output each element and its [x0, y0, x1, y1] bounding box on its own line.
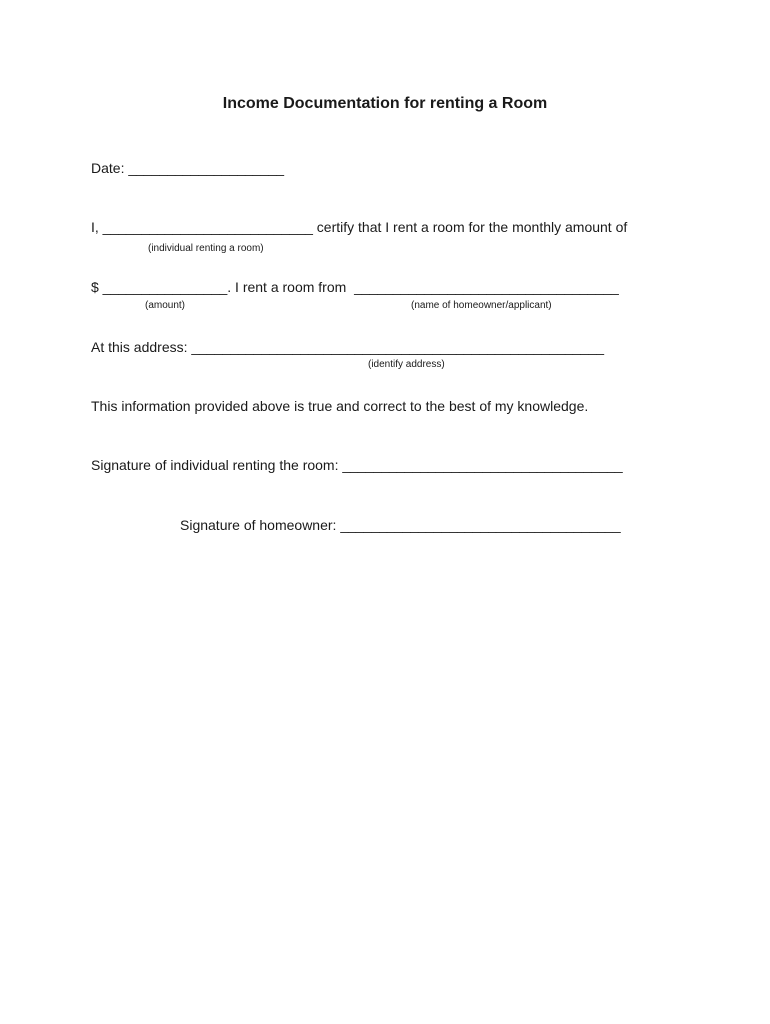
address-line: At this address: _____________________________________________________	[91, 339, 605, 355]
certify-caption: (individual renting a room)	[148, 243, 264, 254]
amount-line: $ ________________. I rent a room from __________________________________	[91, 279, 619, 295]
homeowner-signature-line: Signature of homeowner: ____________________________________	[180, 517, 621, 533]
homeowner-caption: (name of homeowner/applicant)	[411, 300, 552, 311]
certify-line: I, ___________________________ certify that I rent a room for the monthly amount of	[91, 219, 628, 235]
amount-caption: (amount)	[145, 300, 186, 311]
page-title: Income Documentation for renting a Room	[222, 95, 548, 112]
date-line: Date: ____________________	[91, 160, 285, 176]
statement-text: This information provided above is true and correct to the best of my knowledge.	[91, 398, 589, 414]
renter-signature-line: Signature of individual renting the room: ____________________________________	[91, 457, 623, 473]
address-caption: (identify address)	[368, 359, 445, 370]
